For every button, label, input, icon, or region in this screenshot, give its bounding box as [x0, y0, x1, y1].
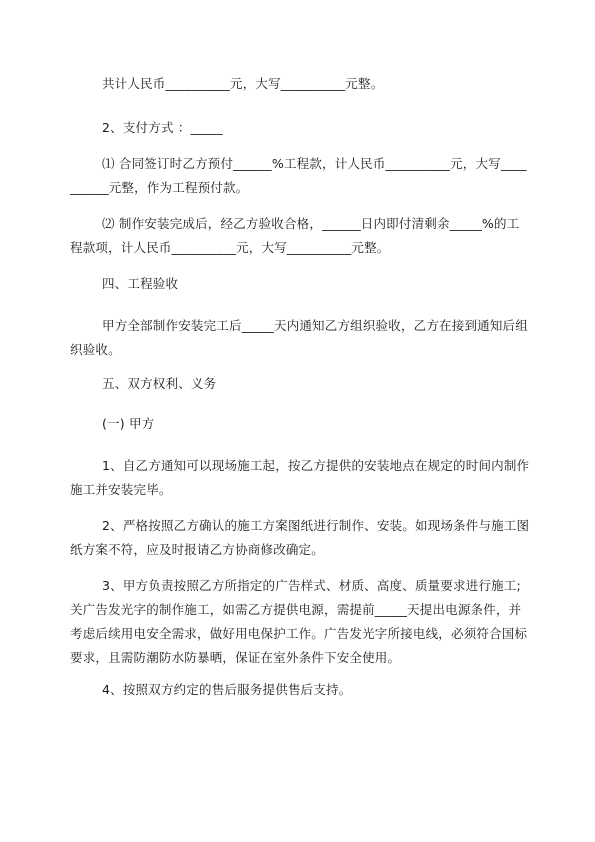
final-payment-paragraph: ⑵ 制作安装完成后，经乙方验收合格，______日内即付清剩余_____%的工程款项，计人民币__________元，大写__________元整。: [70, 216, 520, 255]
party-a-heading: (一) 甲方: [102, 416, 155, 431]
section-acceptance-heading: 四、工程验收: [102, 276, 179, 291]
obligation-4-paragraph: 4、按照双方约定的售后服务提供售后支持。: [102, 682, 352, 697]
advance-payment-paragraph: ⑴ 合同签订时乙方预付______%工程款，计人民币__________元，大写__________元整，作为工程预付款。: [70, 156, 527, 195]
payment-method-heading: 2、支付方式 ：_____: [102, 120, 223, 135]
obligation-2-paragraph: 2、严格按照乙方确认的施工方案图纸进行制作、安装。如现场条件与施工图纸方案不符，应及时报请乙方协商修改确定。: [70, 518, 530, 557]
section-rights-heading: 五、双方权利、义务: [102, 376, 217, 391]
payment-total-paragraph: 共计人民币__________元，大写__________元整。: [102, 76, 384, 91]
obligation-1-paragraph: 1、自乙方通知可以现场施工起，按乙方提供的安装地点在规定的时间内制作施工并安装完毕。: [70, 458, 530, 497]
acceptance-paragraph: 甲方全部制作安装完工后_____天内通知乙方组织验收，乙方在接到通知后组织验收。: [70, 318, 528, 357]
obligation-3-paragraph: 3、甲方负责按照乙方所指定的广告样式、材质、高度、质量要求进行施工;关广告发光字的制作施工，如需乙方提供电源，需提前_____天提出电源条件，并考虑后续用电安全需求，做好用电保护工作。广告发光字所接电线，必须符合国标要求，且需防潮防水防暴晒，保证在室外条件下安全使用。: [70, 578, 528, 665]
